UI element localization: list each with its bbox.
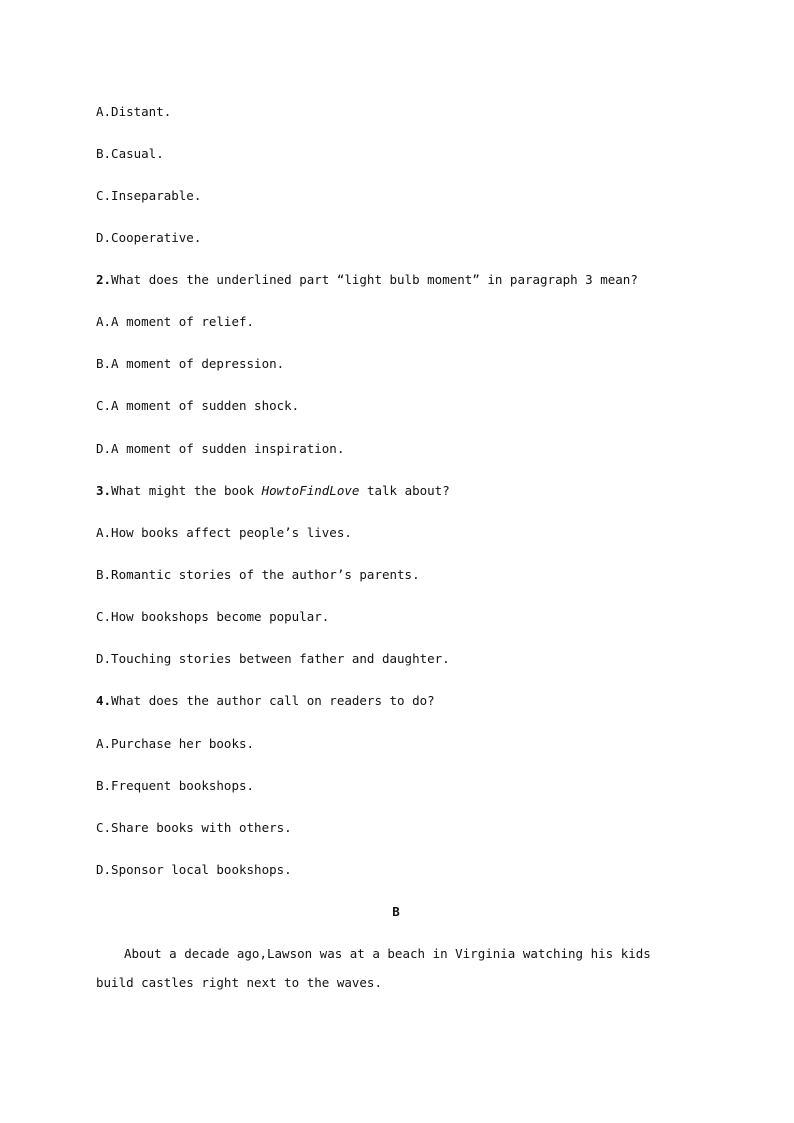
q1-option-c: C.Inseparable. — [96, 188, 202, 203]
question-2-number: 2. — [96, 272, 112, 287]
book-title: HowtoFindLove — [261, 483, 360, 498]
q4-option-d: D.Sponsor local bookshops. — [96, 862, 292, 877]
question-4-number: 4. — [96, 693, 112, 708]
q1-option-d: D.Cooperative. — [96, 230, 202, 245]
q3-option-c: C.How bookshops become popular. — [96, 609, 330, 624]
section-b-paragraph: About a decade ago,Lawson was at a beach in Virginia watching his kids build castles right next to the waves. — [96, 946, 651, 990]
question-2-text: What does the underlined part “light bulb moment” in paragraph 3 mean? — [111, 272, 638, 287]
q4-option-c: C.Share books with others. — [96, 820, 292, 835]
question-4-text: What does the author call on readers to do? — [111, 693, 435, 708]
q2-option-d: D.A moment of sudden inspiration. — [96, 441, 345, 456]
question-3-text-before: What might the book — [111, 483, 262, 498]
q3-option-d: D.Touching stories between father and daughter. — [96, 651, 450, 666]
question-4 — [96, 693, 435, 709]
q4-option-b: B.Frequent bookshops. — [96, 778, 255, 793]
q2-option-c: C.A moment of sudden shock. — [96, 398, 300, 413]
question-3-number: 3. — [96, 483, 112, 498]
section-b-heading: B — [392, 904, 400, 919]
q4-option-a: A.Purchase her books. — [96, 736, 255, 751]
q3-option-a: A.How books affect people’s lives. — [96, 525, 352, 540]
q2-option-a: A.A moment of relief. — [96, 314, 255, 329]
q1-option-b: B.Casual. — [96, 146, 164, 161]
q1-option-a: A.Distant. — [96, 104, 172, 119]
question-3-text-after: talk about? — [359, 483, 450, 498]
q3-option-b: B.Romantic stories of the author’s parents. — [96, 567, 420, 582]
question-3 — [96, 483, 450, 499]
question-2 — [96, 272, 638, 288]
q2-option-b: B.A moment of depression. — [96, 356, 285, 371]
